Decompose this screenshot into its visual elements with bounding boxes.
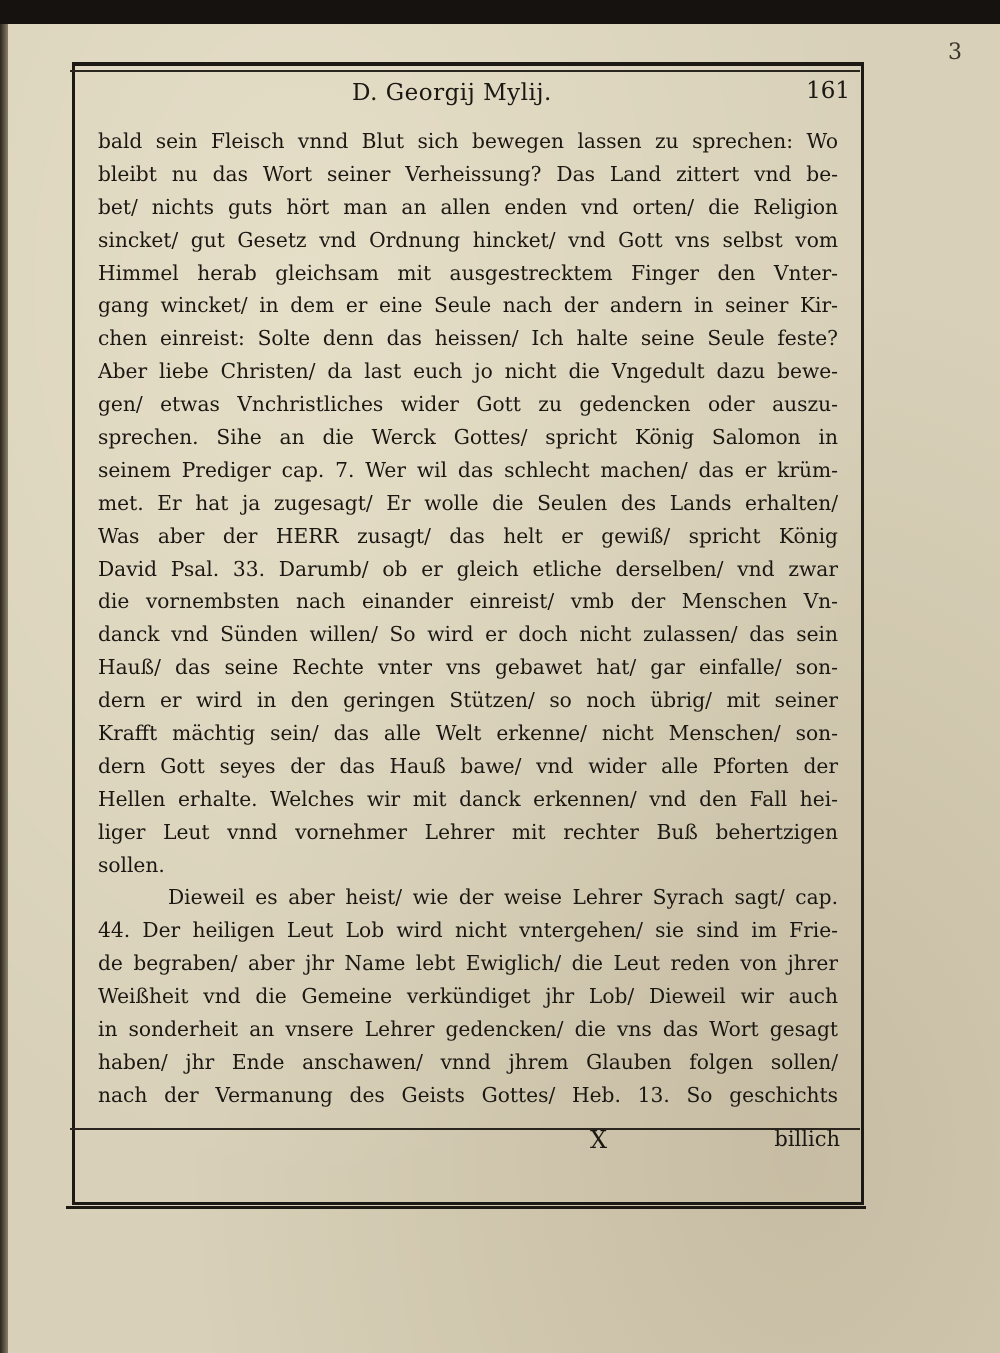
text-line: de begraben/ aber jhr Name lebt Ewiglich/ die Leut reden von jhrer xyxy=(98,951,838,976)
text-line: sprechen. Sihe an die Werck Gottes/ spricht König Salomon in xyxy=(98,425,838,450)
text-line: bleibt nu das Wort seiner Verheissung? Das Land zittert vnd be- xyxy=(98,161,838,186)
text-line: 44. Der heiligen Leut Lob wird nicht vntergehen/ sie sind im Frie- xyxy=(98,918,838,943)
text-line: bet/ nichts guts hört man an allen enden vnd orten/ die Religion xyxy=(98,194,838,219)
text-line: sollen. xyxy=(98,852,165,877)
text-line: Hauß/ das seine Rechte vnter vns gebawet hat/ gar einfalle/ son- xyxy=(98,655,838,680)
page-number: 161 xyxy=(806,78,850,104)
text-line: Hellen erhalte. Welches wir mit danck erkennen/ vnd den Fall hei- xyxy=(98,786,838,811)
text-line: Was aber der HERR zusagt/ das helt er gewiß/ spricht König xyxy=(98,523,838,548)
text-line: die vornembsten nach einander einreist/ vmb der Menschen Vn- xyxy=(98,589,838,614)
text-line: Weißheit vnd die Gemeine verkündiget jhr Lob/ Dieweil wir auch xyxy=(98,984,838,1009)
text-line: seinem Prediger cap. 7. Wer wil das schlecht machen/ das er krüm- xyxy=(98,457,838,482)
body-text xyxy=(98,125,838,1112)
text-line: sincket/ gut Gesetz vnd Ordnung hincket/ vnd Gott vns selbst vom xyxy=(98,227,838,252)
signature-mark: X xyxy=(590,1126,608,1154)
paragraph-start-line: Dieweil es aber heist/ wie der weise Lehrer Syrach sagt/ cap. xyxy=(168,885,838,910)
text-line: dern er wird in den geringen Stützen/ so noch übrig/ mit seiner xyxy=(98,688,838,713)
running-title: D. Georgij Mylij. xyxy=(352,80,552,106)
text-line: met. Er hat ja zugesagt/ Er wolle die Seulen des Lands erhalten/ xyxy=(98,490,838,515)
text-line: gang wincket/ in dem er eine Seule nach der andern in seiner Kir- xyxy=(98,293,838,318)
page-gutter-shadow xyxy=(0,24,8,1353)
text-line: liger Leut vnnd vornehmer Lehrer mit rechter Buß behertzigen xyxy=(98,819,838,844)
header-rule xyxy=(70,70,860,72)
corner-mark: 3 xyxy=(948,40,962,65)
text-line: bald sein Fleisch vnnd Blut sich bewegen lassen zu sprechen: Wo xyxy=(98,129,838,153)
text-line: gen/ etwas Vnchristliches wider Gott zu gedencken oder auszu- xyxy=(98,392,838,417)
text-line: Himmel herab gleichsam mit ausgestrecktem Finger den Vnter- xyxy=(98,260,838,285)
text-line: in sonderheit an vnsere Lehrer gedencken/ die vns das Wort gesagt xyxy=(98,1017,838,1042)
text-line: chen einreist: Solte denn das heissen/ Ich halte seine Seule feste? xyxy=(98,326,838,351)
text-line: danck vnd Sünden willen/ So wird er doch nicht zulassen/ das sein xyxy=(98,622,838,647)
footer-rule xyxy=(70,1128,860,1130)
text-line: nach der Vermanung des Geists Gottes/ Heb. 13. So geschichts xyxy=(98,1082,838,1107)
text-line: Krafft mächtig sein/ das alle Welt erkenne/ nicht Menschen/ son- xyxy=(98,721,838,746)
text-line: haben/ jhr Ende anschawen/ vnnd jhrem Glauben folgen sollen/ xyxy=(98,1049,838,1074)
text-line: Aber liebe Christen/ da last euch jo nicht die Vngedult dazu bewe- xyxy=(98,359,838,384)
text-line: dern Gott seyes der das Hauß bawe/ vnd wider alle Pforten der xyxy=(98,753,838,778)
text-line: David Psal. 33. Darumb/ ob er gleich etliche derselben/ vnd zwar xyxy=(98,556,838,581)
catchword: billich xyxy=(774,1127,840,1151)
